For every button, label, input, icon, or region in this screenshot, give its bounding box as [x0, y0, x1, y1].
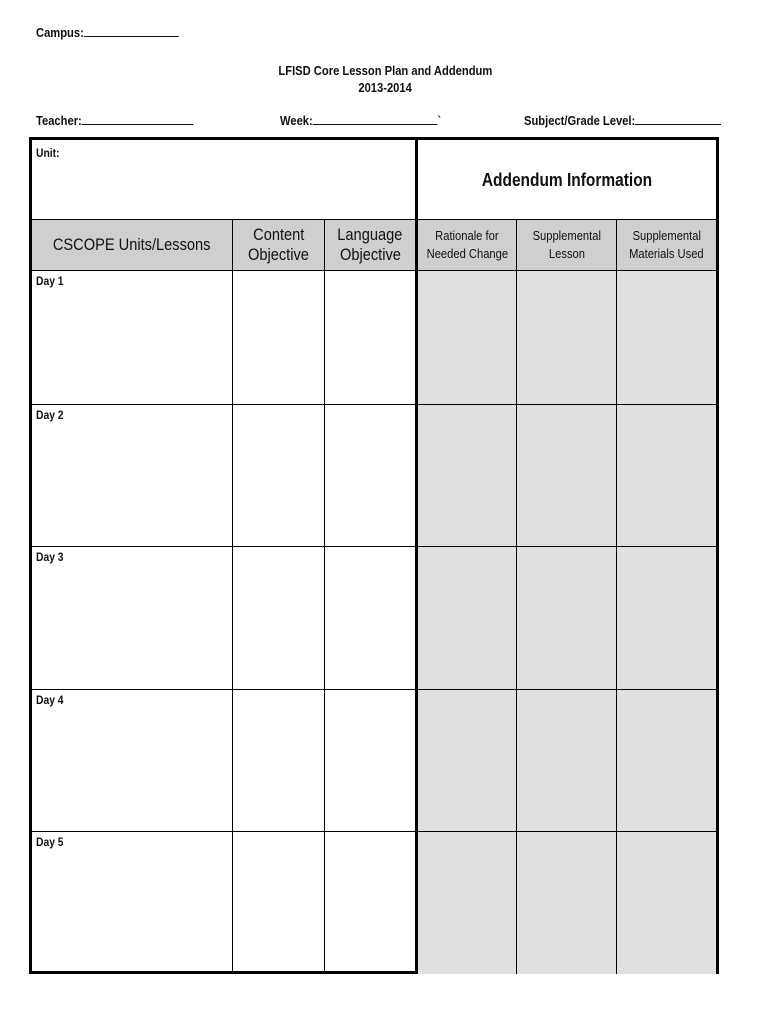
week-label: Week: [280, 113, 313, 128]
subject-grade-field[interactable] [524, 112, 753, 128]
day-1-text: Day 1 [36, 274, 64, 288]
supp-materials-col-line [616, 220, 617, 974]
day-divider-4 [32, 831, 716, 832]
header-content-line2: Objective [248, 245, 309, 264]
header-lessons-label: CSCOPE Units/Lessons [53, 235, 211, 254]
day-4-text: Day 4 [36, 693, 64, 707]
day-2-label [36, 408, 68, 422]
lesson-plan-table [29, 137, 719, 974]
week-mark: ` [437, 113, 442, 128]
header-supp-lesson-line2: Lesson [548, 246, 585, 261]
header-language-objective [325, 220, 415, 270]
header-content-objective [233, 220, 324, 270]
header-language-line1: Language [337, 225, 403, 244]
content-col-line [232, 220, 233, 974]
addendum-body-shade [418, 271, 716, 974]
document-title-block [0, 62, 770, 96]
header-rationale-line1: Rationale for [435, 228, 499, 243]
day-divider-3 [32, 689, 716, 690]
day-5-text: Day 5 [36, 835, 64, 849]
unit-field[interactable] [36, 146, 63, 160]
header-rationale [418, 220, 516, 270]
day-3-label [36, 550, 68, 564]
header-supplemental-lesson [517, 220, 616, 270]
header-supplemental-materials [617, 220, 716, 270]
supp-lesson-col-line [516, 220, 517, 974]
addendum-title: Addendum Information [481, 169, 653, 190]
subject-grade-blank[interactable] [635, 112, 721, 125]
day-3-text: Day 3 [36, 550, 64, 564]
header-supp-materials-line1: Supplemental [632, 228, 701, 243]
header-rationale-line2: Needed Change [426, 246, 508, 261]
day-divider-1 [32, 404, 716, 405]
campus-label: Campus: [36, 25, 84, 40]
day-4-label [36, 693, 68, 707]
header-supp-lesson-line1: Supplemental [532, 228, 601, 243]
teacher-label: Teacher: [36, 113, 82, 128]
week-field[interactable] [280, 112, 467, 128]
teacher-blank[interactable] [82, 112, 194, 125]
school-year: 2013-2014 [358, 80, 412, 95]
unit-label: Unit: [36, 146, 60, 160]
header-supp-materials-line2: Materials Used [629, 246, 704, 261]
header-content-line1: Content [252, 225, 305, 244]
day-1-label [36, 274, 68, 288]
campus-field[interactable] [36, 24, 202, 40]
addendum-title-cell [418, 140, 716, 220]
week-blank[interactable] [313, 112, 438, 125]
campus-blank[interactable] [84, 24, 179, 37]
day-5-label [36, 835, 68, 849]
document-title: LFISD Core Lesson Plan and Addendum [278, 63, 492, 78]
header-lessons [32, 220, 232, 270]
subject-grade-label: Subject/Grade Level: [524, 113, 636, 128]
language-col-line [324, 220, 325, 974]
header-language-line2: Objective [339, 245, 401, 264]
header-row-divider [32, 270, 716, 271]
day-2-text: Day 2 [36, 408, 64, 422]
day-divider-2 [32, 546, 716, 547]
teacher-field[interactable] [36, 112, 219, 128]
